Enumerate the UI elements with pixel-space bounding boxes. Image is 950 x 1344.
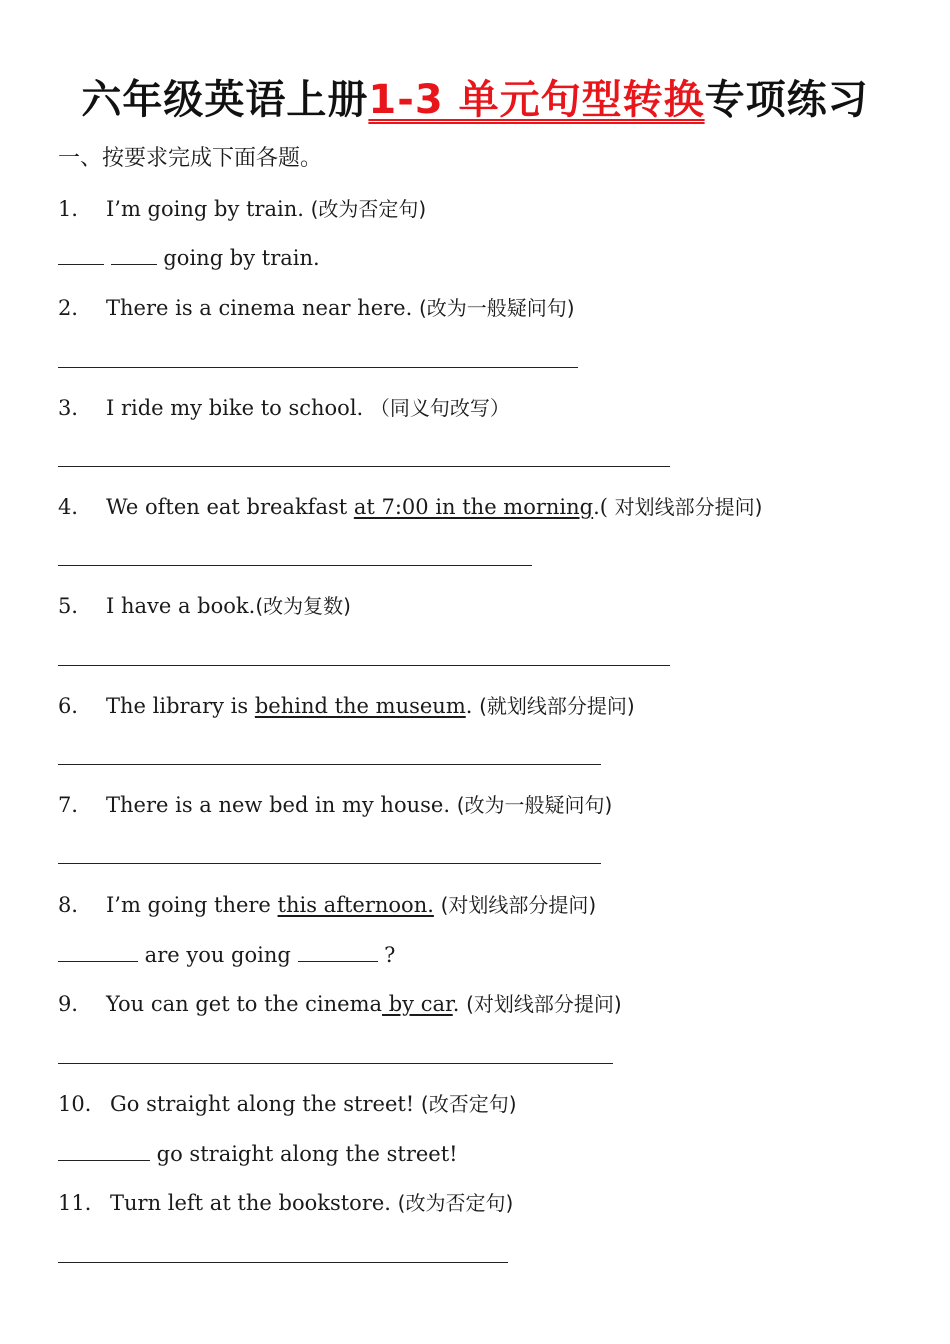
answer-line-1 <box>58 243 320 273</box>
answer-blank[interactable] <box>58 1140 150 1161</box>
question-number: 1． <box>58 197 93 221</box>
answer-line-7[interactable] <box>58 862 601 864</box>
question-10 <box>58 1089 517 1119</box>
question-text-post: . <box>465 694 480 718</box>
question-instruction: (就划线部分提问) <box>479 694 635 718</box>
answer-line-3[interactable] <box>58 465 670 467</box>
question-text: There is a new bed in my house. <box>106 793 457 817</box>
question-instruction: (改为否定句) <box>397 1191 514 1215</box>
question-text: There is a cinema near here. <box>106 296 419 320</box>
answer-line-8 <box>58 940 395 970</box>
question-instruction: 对划线部分提问) <box>614 495 763 519</box>
question-number: 4． <box>58 495 93 519</box>
title-prefix: 六年级英语上册 <box>81 77 369 123</box>
question-text: I’m going by train. <box>106 197 311 221</box>
underlined-phrase: by car <box>382 992 453 1016</box>
question-6 <box>58 691 635 721</box>
question-text: Turn left at the bookstore. <box>110 1191 398 1215</box>
answer-line-11[interactable] <box>58 1261 508 1263</box>
question-1 <box>58 194 426 224</box>
question-4 <box>58 492 762 522</box>
answer-line-2[interactable] <box>58 366 578 368</box>
question-number: 8． <box>58 893 93 917</box>
question-8 <box>58 890 596 920</box>
question-instruction: (改为否定句) <box>310 197 427 221</box>
answer-blank[interactable] <box>298 941 378 962</box>
question-text-pre: We often eat breakfast <box>106 495 354 519</box>
answer-line-5[interactable] <box>58 664 670 666</box>
answer-line-10 <box>58 1139 458 1169</box>
question-5 <box>58 591 351 621</box>
question-instruction: (对划线部分提问) <box>466 992 622 1016</box>
question-number: 7． <box>58 793 93 817</box>
question-number: 6． <box>58 694 93 718</box>
question-text-post: . <box>452 992 467 1016</box>
question-2 <box>58 293 575 323</box>
question-number: 3． <box>58 396 93 420</box>
title-highlight: 1-3 单元句型转换 <box>368 77 705 123</box>
question-number: 5． <box>58 594 93 618</box>
title-suffix: 专项练习 <box>704 77 869 123</box>
question-number: 9． <box>58 992 93 1016</box>
question-instruction: (改否定句) <box>420 1092 517 1116</box>
question-number: 10． <box>58 1092 106 1116</box>
question-text-post <box>434 893 441 917</box>
answer-text: go straight along the street! <box>150 1142 458 1166</box>
answer-line-4[interactable] <box>58 564 532 566</box>
question-text-pre: I’m going there <box>106 893 278 917</box>
answer-text: are you going <box>138 943 298 967</box>
underlined-phrase: this afternoon. <box>277 893 434 917</box>
answer-blank[interactable] <box>111 244 157 265</box>
answer-text: going by train. <box>156 246 320 270</box>
underlined-phrase: at 7:00 in the morning <box>353 495 594 519</box>
question-9 <box>58 989 622 1019</box>
question-instruction: (改为复数) <box>255 594 351 618</box>
page-title <box>0 70 950 130</box>
question-text: Go straight along the street! <box>110 1092 421 1116</box>
question-3 <box>58 393 510 423</box>
question-instruction: (改为一般疑问句) <box>456 793 613 817</box>
question-text-post: .( <box>593 495 615 519</box>
question-text-pre: The library is <box>106 694 255 718</box>
question-7 <box>58 790 612 820</box>
question-instruction: （同义句改写） <box>369 396 510 420</box>
question-number: 2． <box>58 296 93 320</box>
question-instruction: (改为一般疑问句) <box>418 296 575 320</box>
answer-blank[interactable] <box>58 244 104 265</box>
answer-blank[interactable] <box>58 941 138 962</box>
section-heading: 一、按要求完成下面各题。 <box>58 146 323 171</box>
underlined-phrase: behind the museum <box>254 694 466 718</box>
question-number: 11． <box>58 1191 106 1215</box>
question-text-pre: You can get to the cinema <box>106 992 383 1016</box>
answer-line-6[interactable] <box>58 763 601 765</box>
answer-text: ? <box>377 943 396 967</box>
question-text: I ride my bike to school. <box>106 396 370 420</box>
question-instruction: (对划线部分提问) <box>440 893 597 917</box>
question-text: I have a book. <box>106 594 256 618</box>
answer-line-9[interactable] <box>58 1062 613 1064</box>
question-11 <box>58 1188 513 1218</box>
